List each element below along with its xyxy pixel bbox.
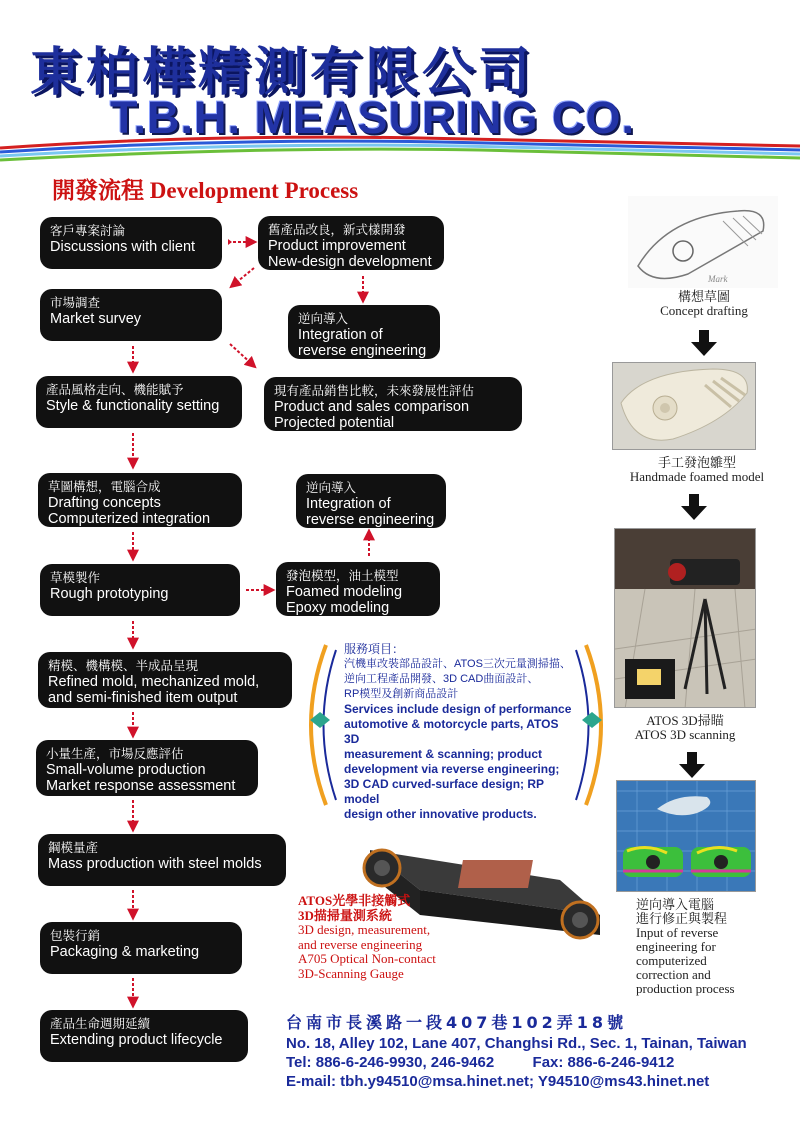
step-market-survey: [40, 289, 222, 341]
services-text: [344, 642, 574, 822]
caption-en: Concept drafting: [660, 303, 748, 318]
atos-caption-line: 3D design, measurement,: [298, 922, 431, 937]
company-name-chinese: 東柏樺精測有限公司: [30, 42, 535, 103]
step-label-zh: 舊產品改良，新式樣開發: [268, 222, 406, 237]
step-label-en: Foamed modeling: [286, 584, 403, 600]
address-chinese: 台南市長溪路一段407巷102弄18號: [286, 1013, 628, 1032]
caption-zh: 手工發泡雛型: [657, 455, 736, 470]
down-arrow-icon: [680, 494, 708, 520]
step-label-zh: 發泡模型，油土模型: [286, 568, 399, 583]
step-label-en: Extending product lifecycle: [50, 1032, 223, 1048]
step-label-en: Refined mold, mechanized mold,: [48, 674, 260, 690]
step-label-en: Integration of: [298, 327, 383, 343]
step-drafting: [38, 473, 242, 527]
caption-en: production process: [636, 981, 735, 996]
services-en-line: design other innovative products.: [344, 807, 537, 821]
step-refined-mold: [38, 652, 292, 708]
address-english: No. 18, Alley 102, Lane 407, Changhsi Rd., Sec. 1, Tainan, Taiwan: [286, 1035, 747, 1052]
step-label-en: reverse engineering: [298, 343, 427, 359]
atos-caption-line: ATOS光學非接觸式: [298, 893, 411, 908]
step-label-en: Projected potential: [274, 415, 395, 431]
step-label-en: Epoxy modeling: [286, 600, 390, 616]
step-label-zh: 草模製作: [50, 570, 101, 585]
caption-en: correction and: [636, 967, 711, 982]
step-mass-production: [38, 834, 286, 886]
step-discussions: [40, 217, 222, 269]
step-label-en: Market survey: [50, 311, 142, 327]
concept-sketch-image: [628, 196, 778, 288]
caption-en: engineering for: [636, 939, 716, 954]
step-style-functionality: [36, 376, 242, 428]
caption-en: Input of reverse: [636, 925, 719, 940]
contact-block: [286, 1012, 786, 1091]
fax: Fax: 886-6-246-9412: [532, 1054, 675, 1071]
step-label-zh: 包裝行銷: [50, 928, 101, 943]
step-label-en: and semi-finished item output: [48, 690, 238, 706]
step-label-en: Computerized integration: [48, 511, 211, 527]
step-label-zh: 草圖構想，電腦合成: [48, 479, 161, 494]
services-zh-line: RP模型及創新商品設計: [344, 688, 459, 700]
step-label-zh: 小量生產，市場反應評估: [46, 746, 184, 761]
step-label-zh: 客戶專案討論: [50, 223, 126, 238]
step-foamed-modeling: [276, 562, 440, 616]
atos-caption-line: 3D-Scanning Gauge: [298, 965, 404, 981]
step-label-zh: 現有產品銷售比較，未來發展性評估: [274, 383, 475, 398]
step-label-en: Small-volume production: [46, 762, 206, 778]
step-label-zh: 逆向導入: [298, 311, 349, 326]
step-label-en: New-design development: [268, 254, 432, 270]
services-en-line: Services include design of performance: [344, 702, 572, 716]
caption-zh: 進行修正與製程: [636, 911, 728, 926]
atos-caption: [298, 894, 498, 981]
services-en-line: automotive & motorcycle parts, ATOS 3D: [344, 717, 559, 746]
step-label-en: Product and sales comparison: [274, 399, 470, 415]
step-label-en: Rough prototyping: [50, 586, 169, 602]
computer-correction-image: [616, 780, 756, 892]
svg-text:Mark: Mark: [708, 274, 728, 284]
atos-caption-line: A705 Optical Non-contact: [298, 951, 436, 966]
step-rough-prototyping: [40, 564, 240, 616]
step-label-zh: 逆向導入: [306, 480, 357, 495]
header-stripes: [0, 132, 800, 162]
step-label-en: Style & functionality setting: [46, 398, 220, 414]
down-arrow-icon: [678, 752, 706, 778]
step-product-improvement: [258, 216, 444, 270]
atos-scanning-image: [614, 528, 756, 708]
caption-zh: ATOS 3D掃瞄: [646, 713, 724, 728]
caption-en: computerized: [636, 953, 707, 968]
caption-zh: 逆向導入電腦: [636, 897, 715, 912]
step-label-en: Drafting concepts: [48, 495, 161, 511]
caption-concept-drafting: [626, 290, 782, 318]
step-label-en: Mass production with steel molds: [48, 856, 262, 872]
step-label-en: Product improvement: [268, 238, 406, 254]
atos-caption-line: and reverse engineering: [298, 936, 423, 952]
services-en-line: 3D CAD curved-surface design; RP model: [344, 777, 544, 806]
step-packaging: [40, 922, 242, 974]
caption-zh: 構想草圖: [677, 289, 730, 304]
step-lifecycle: [40, 1010, 248, 1062]
services-en-line: development via reverse engineering;: [344, 762, 560, 776]
caption-en: ATOS 3D scanning: [634, 727, 736, 742]
step-small-volume: [36, 740, 258, 796]
step-reverse-engineering-2: [296, 474, 446, 528]
caption-foamed-model: [612, 456, 782, 484]
email[interactable]: E-mail: tbh.y94510@msa.hinet.net; Y94510@ms43.hinet.net: [286, 1073, 710, 1090]
section-title: 開發流程 Development Process: [52, 178, 359, 203]
foamed-model-image: [612, 362, 756, 450]
step-label-en: Discussions with client: [50, 239, 196, 255]
caption-en: Handmade foamed model: [629, 469, 765, 484]
step-label-zh: 市場調查: [50, 295, 101, 310]
services-heading: 服務項目：: [344, 642, 405, 656]
telephone: Tel: 886-6-246-9930, 246-9462: [286, 1054, 495, 1071]
services-zh-line: 汽機車改裝部品設計、ATOS三次元量測掃描、: [344, 658, 571, 670]
caption-computer-correction: [636, 898, 786, 996]
company-name-english: T.B.H. MEASURING CO.: [110, 92, 636, 143]
step-label-zh: 產品風格走向、機能賦予: [46, 382, 184, 397]
services-zh-line: 逆向工程產品開發、3D CAD曲面設計、: [344, 673, 539, 685]
step-label-en: reverse engineering: [306, 512, 435, 528]
step-label-en: Integration of: [306, 496, 391, 512]
services-en-line: measurement & scanning; product: [344, 747, 543, 761]
step-label-zh: 產品生命週期延續: [50, 1016, 151, 1031]
step-reverse-engineering-1: [288, 305, 440, 359]
atos-caption-line: 3D描掃量測系統: [298, 907, 392, 923]
step-label-zh: 鋼模量產: [48, 840, 99, 855]
caption-atos-scanning: [610, 714, 760, 742]
step-label-en: Packaging & marketing: [50, 944, 200, 960]
phone-row: [286, 1053, 786, 1072]
step-label-en: Market response assessment: [46, 778, 236, 794]
step-sales-comparison: [264, 377, 522, 431]
down-arrow-icon: [690, 330, 718, 356]
step-label-zh: 精模、機構模、半成品呈現: [48, 658, 199, 673]
